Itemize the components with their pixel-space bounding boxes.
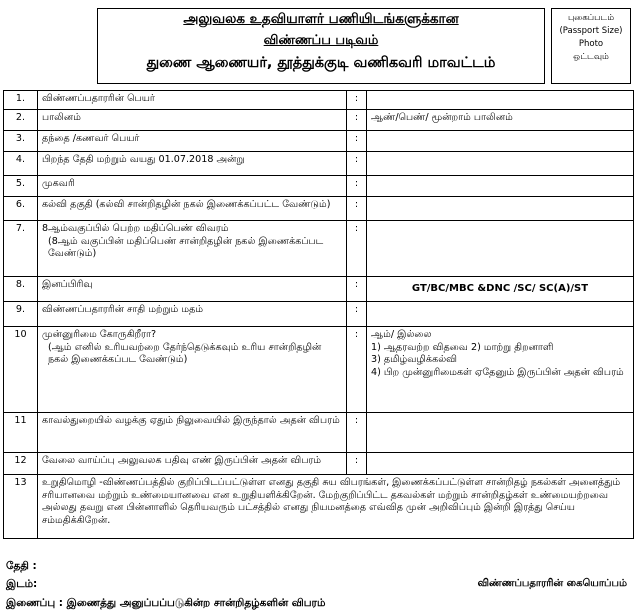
row-label: பாலினம் bbox=[38, 110, 347, 131]
row-number: 7. bbox=[4, 221, 38, 277]
row-number: 4. bbox=[4, 152, 38, 176]
row-number: 6. bbox=[4, 197, 38, 221]
row-number: 13 bbox=[4, 475, 38, 539]
row-label bbox=[38, 327, 347, 413]
photo-label: Photo bbox=[578, 39, 604, 49]
gender-field[interactable]: ஆண்/பெண்/ மூன்றாம் பாலினம் bbox=[367, 110, 634, 131]
priority-option[interactable]: 3) தமிழ்வழிக்கல்வி bbox=[371, 354, 458, 366]
row-label: தந்தை /கணவர் பெயர் bbox=[38, 131, 347, 152]
row-label: வேலை வாய்ப்பு அலுவலக பதிவு எண் இருப்பின் அதன் விபரம் bbox=[38, 453, 347, 475]
table-row bbox=[4, 327, 634, 413]
place-label[interactable]: இடம்: bbox=[6, 578, 38, 590]
row-colon: : bbox=[347, 221, 367, 277]
father-husband-name-field[interactable] bbox=[367, 131, 634, 152]
table-row bbox=[4, 176, 634, 197]
police-case-field[interactable] bbox=[367, 413, 634, 453]
form-title: அலுவலக உதவியாளர் பணியிடங்களுக்கான bbox=[183, 11, 459, 27]
education-field[interactable] bbox=[367, 197, 634, 221]
row-number: 2. bbox=[4, 110, 38, 131]
row-colon: : bbox=[347, 277, 367, 302]
row-number: 1. bbox=[4, 91, 38, 110]
row-number: 5. bbox=[4, 176, 38, 197]
table-row bbox=[4, 302, 634, 327]
form-subtitle: விண்ணப்ப படிவம் bbox=[263, 32, 379, 48]
row-label: முகவரி bbox=[38, 176, 347, 197]
table-row bbox=[4, 475, 634, 539]
photo-box[interactable] bbox=[551, 8, 631, 84]
form-header bbox=[97, 8, 545, 84]
row-label: காவல்துறையில் வழக்கு ஏதும் நிலுவையில் இருந்தால் அதன் விபரம் bbox=[38, 413, 347, 453]
photo-paste-label: ஒட்டவும் bbox=[573, 52, 609, 62]
application-table bbox=[3, 90, 634, 539]
priority-field[interactable] bbox=[367, 327, 634, 413]
row-number: 10 bbox=[4, 327, 38, 413]
declaration-text: உறுதிமொழி -விண்ணப்பத்தில் குறிப்பிடப்பட்டுள்ள எனது தகுதி சுய விபரங்கள், இணைக்கப்பட்டுள்ள சான்றிதழ் நகல்கள் அனைத்தும் சரியானவை மற்றும் உண்மையானவை என உறுதியளிக்கிறேன். மேற்குறிப்பிட்ட தகவல்கள் மற்றும் சான்றிதழ்கள் உண்மையற்றவை அல்லது தவறு என பின்னாளில் தெரியவரும் பட்சத்தில் எனது நியமனத்தை எவ்வித முன் அறிவிப்பும் இன்றி இரத்து செய்ய சம்மதிக்கிறேன். bbox=[38, 475, 634, 539]
table-row bbox=[4, 197, 634, 221]
priority-option[interactable]: 4) பிற முன்னுரிமைகள் ஏதேனும் இருப்பின் அதன் விபரம் bbox=[371, 366, 624, 378]
signature-label[interactable]: விண்ணப்பதாரரின் கையொப்பம் bbox=[477, 578, 627, 589]
row-number: 8. bbox=[4, 277, 38, 302]
row-number: 12 bbox=[4, 453, 38, 475]
row-colon: : bbox=[347, 453, 367, 475]
priority-option[interactable]: 1) ஆதரவற்ற விதவை 2) மாற்று திறனாளி bbox=[371, 341, 554, 353]
table-row bbox=[4, 110, 634, 131]
attachment-label: இணைப்பு : இணைத்து அனுப்பப்படுகின்ற சான்றிதழ்களின் விபரம் bbox=[6, 597, 326, 609]
table-row bbox=[4, 152, 634, 176]
applicant-name-field[interactable] bbox=[367, 91, 634, 110]
row-colon: : bbox=[347, 327, 367, 413]
row-label bbox=[38, 221, 347, 277]
row-number: 9. bbox=[4, 302, 38, 327]
community-field[interactable]: GT/BC/MBC &DNC /SC/ SC(A)/ST bbox=[367, 277, 634, 302]
table-row bbox=[4, 413, 634, 453]
row-label-main: முன்னுரிமை கோருகிறீரா? bbox=[42, 329, 157, 340]
row-number: 3. bbox=[4, 131, 38, 152]
table-row bbox=[4, 453, 634, 475]
row-number: 11 bbox=[4, 413, 38, 453]
table-row bbox=[4, 221, 634, 277]
row-colon: : bbox=[347, 110, 367, 131]
row-colon: : bbox=[347, 176, 367, 197]
row-label: இனப்பிரிவு bbox=[38, 277, 347, 302]
priority-yes-no[interactable]: ஆம்/ இல்லை bbox=[371, 329, 432, 340]
row-label: விண்ணப்பதாரரின் சாதி மற்றும் மதம் bbox=[38, 302, 347, 327]
date-label[interactable]: தேதி : bbox=[6, 560, 37, 572]
row-colon: : bbox=[347, 302, 367, 327]
photo-size-label: (Passport Size) bbox=[559, 26, 623, 36]
address-field[interactable] bbox=[367, 176, 634, 197]
row-colon: : bbox=[347, 197, 367, 221]
row-colon: : bbox=[347, 152, 367, 176]
row-colon: : bbox=[347, 131, 367, 152]
table-row bbox=[4, 131, 634, 152]
row-label-main: 8ஆம்வகுப்பில் பெற்ற மதிப்பெண் விவரம் bbox=[42, 223, 229, 234]
row-label-note: (ஆம் எனில் உரியவற்றை தேர்ந்தெடுக்கவும் உரிய சான்றிதழின் நகல் இணைக்கப்பட வேண்டும்) bbox=[48, 341, 322, 366]
table-row bbox=[4, 91, 634, 110]
marks-field[interactable] bbox=[367, 221, 634, 277]
table-row bbox=[4, 277, 634, 302]
row-colon: : bbox=[347, 91, 367, 110]
row-label: பிறந்த தேதி மற்றும் வயது 01.07.2018 அன்று bbox=[38, 152, 347, 176]
row-colon: : bbox=[347, 413, 367, 453]
employment-registration-field[interactable] bbox=[367, 453, 634, 475]
caste-religion-field[interactable] bbox=[367, 302, 634, 327]
row-label: கல்வி தகுதி (கல்வி சான்றிதழின் நகல் இணைக்கப்பட்ட வேண்டும்) bbox=[38, 197, 347, 221]
row-label-note: (8ஆம் வகுப்பின் மதிப்பெண் சான்றிதழின் நகல் இணைக்கப்பட வேண்டும்) bbox=[48, 235, 324, 260]
row-label: விண்ணப்பதாரரின் பெயர் bbox=[38, 91, 347, 110]
photo-label-tamil: புகைப்படம் bbox=[567, 13, 615, 23]
office-name: துணை ஆணையர், தூத்துக்குடி வணிகவரி மாவட்டம் bbox=[146, 54, 496, 71]
dob-age-field[interactable] bbox=[367, 152, 634, 176]
